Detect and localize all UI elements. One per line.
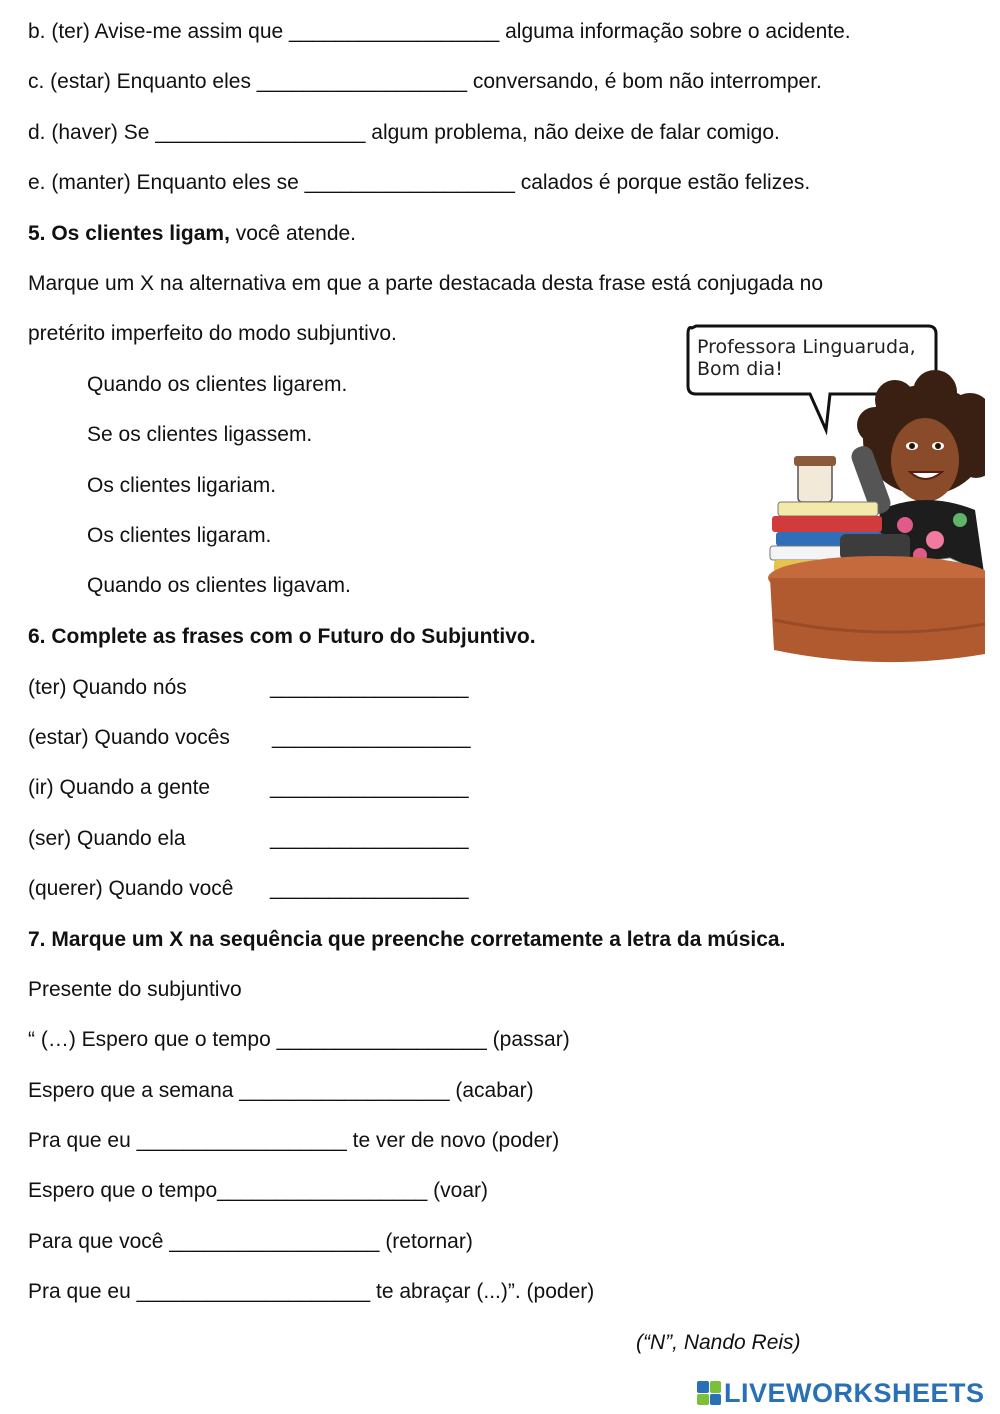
exercise5-option[interactable]: Os clientes ligaram.	[87, 524, 272, 547]
liveworksheets-wordmark: LIVEWORKSHEETS	[724, 1377, 985, 1408]
exercise4-item-d: d. (haver) Se __________________ algum problema, não deixe de falar comigo.	[28, 121, 780, 144]
exercise5-option[interactable]: Quando os clientes ligavam.	[87, 574, 351, 597]
exercise6-prompt: (querer) Quando você	[28, 877, 234, 900]
exercise5-instruction-2: pretérito imperfeito do modo subjuntivo.	[28, 322, 397, 345]
exercise6-prompt: (estar) Quando vocês	[28, 726, 230, 749]
exercise6-heading: 6. Complete as frases com o Futuro do Subjuntivo.	[28, 625, 536, 648]
exercise5-instruction-1: Marque um X na alternativa em que a parte destacada desta frase está conjugada no	[28, 272, 824, 295]
lyric-line[interactable]: Para que você __________________ (retornar)	[28, 1230, 473, 1253]
exercise5-option[interactable]: Se os clientes ligassem.	[87, 423, 313, 446]
speech-bubble-line-2: Bom dia!	[697, 358, 783, 380]
speech-bubble-line-1: Professora Linguaruda,	[697, 336, 916, 358]
exercise7-subtitle: Presente do subjuntivo	[28, 978, 242, 1001]
song-citation: (“N”, Nando Reis)	[636, 1331, 801, 1354]
exercise7-heading: 7. Marque um X na sequência que preenche corretamente a letra da música.	[28, 928, 786, 951]
exercise5-option[interactable]: Quando os clientes ligarem.	[87, 373, 348, 396]
exercise5-heading	[28, 221, 356, 247]
lyric-line[interactable]: Pra que eu ____________________ te abraçar (...)”. (poder)	[28, 1280, 595, 1303]
exercise4-item-e: e. (manter) Enquanto eles se __________________ calados é porque estão felizes.	[28, 171, 811, 194]
exercise6-answer-blank[interactable]: _________________	[272, 726, 471, 749]
exercise6-answer-blank[interactable]: _________________	[270, 776, 469, 799]
lyric-line[interactable]: Espero que o tempo__________________ (voar)	[28, 1179, 489, 1202]
liveworksheets-logo	[697, 1378, 985, 1408]
exercise4-item-b: b. (ter) Avise-me assim que __________________ alguma informação sobre o acidente.	[28, 20, 851, 43]
exercise6-prompt: (ser) Quando ela	[28, 827, 186, 850]
exercise5-heading-rest: você atende.	[229, 222, 357, 245]
exercise6-prompt: (ter) Quando nós	[28, 676, 187, 699]
lyric-line[interactable]: Espero que a semana __________________ (acabar)	[28, 1079, 534, 1102]
exercise6-prompt: (ir) Quando a gente	[28, 776, 211, 799]
exercise5-option[interactable]: Os clientes ligariam.	[87, 474, 277, 497]
exercise4-item-c: c. (estar) Enquanto eles __________________ conversando, é bom não interromper.	[28, 70, 822, 93]
exercise6-answer-blank[interactable]: _________________	[270, 877, 469, 900]
exercise6-answer-blank[interactable]: _________________	[270, 676, 469, 699]
lyric-line[interactable]: “ (…) Espero que o tempo __________________ (passar)	[28, 1028, 570, 1051]
liveworksheets-mark-icon	[697, 1381, 721, 1405]
exercise5-heading-bold: 5. Os clientes ligam,	[28, 222, 230, 245]
lyric-line[interactable]: Pra que eu __________________ te ver de novo (poder)	[28, 1129, 560, 1152]
exercise6-answer-blank[interactable]: _________________	[270, 827, 469, 850]
